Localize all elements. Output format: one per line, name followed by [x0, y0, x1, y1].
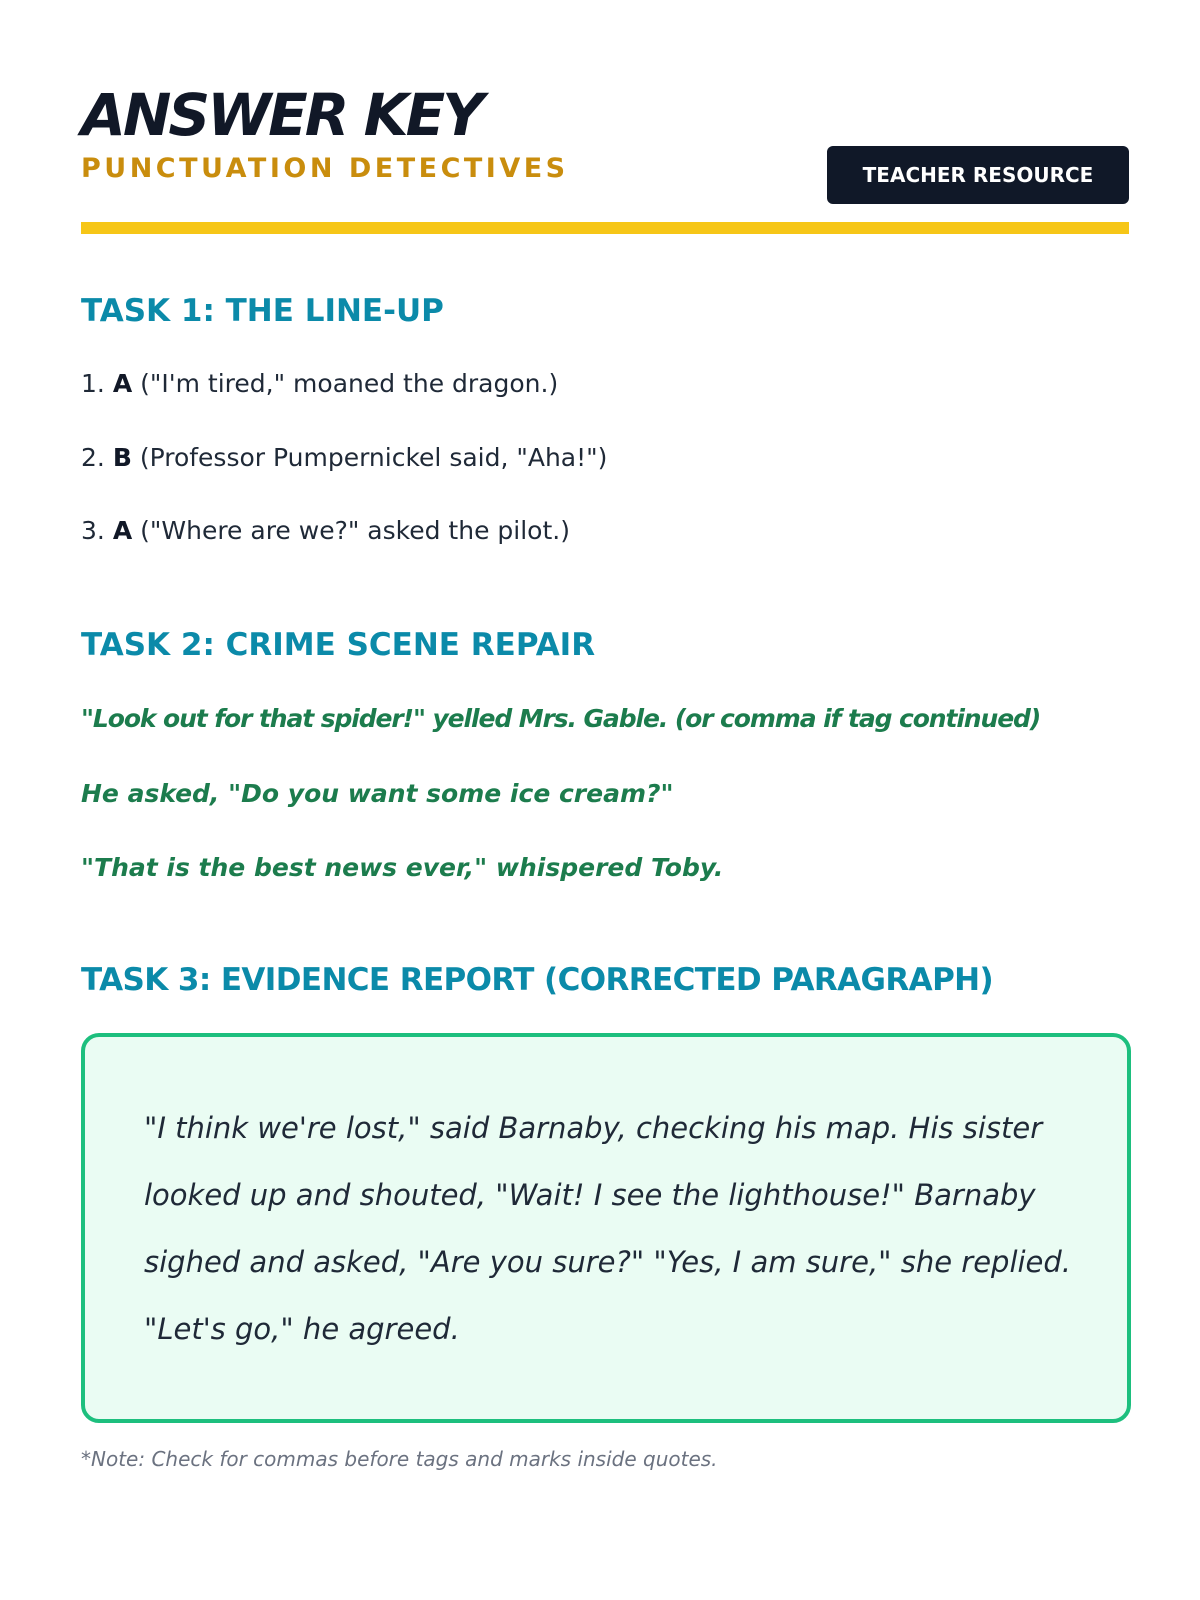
task-2-corrected-sentence-3: "That is the best news ever," whispered Toby. [81, 853, 724, 882]
task-1-answer-3 [81, 514, 570, 548]
teacher-resource-badge: TEACHER RESOURCE [827, 146, 1129, 204]
answer-explanation: (Professor Pumpernickel said, "Aha!") [139, 443, 608, 472]
answer-letter: A [112, 369, 133, 398]
header-divider [81, 222, 1129, 234]
corrected-paragraph: "I think we're lost," said Barnaby, checking his map. His sister looked up and shouted, "Wait! I see the lighthouse!" Barnaby sighed and asked, "Are you sure?" "Yes, I am sure," she replied. "Let's go," he agreed. [144, 1111, 1072, 1346]
page-subtitle: PUNCTUATION DETECTIVES [81, 153, 569, 184]
task-3-heading: TASK 3: EVIDENCE REPORT (CORRECTED PARAGRAPH) [81, 962, 994, 998]
answer-number: 3. [81, 516, 105, 545]
answer-letter: A [112, 516, 133, 545]
task-2-heading: TASK 2: CRIME SCENE REPAIR [81, 627, 596, 663]
answer-explanation: ("I'm tired," moaned the dragon.) [140, 369, 559, 398]
answer-number: 1. [81, 369, 105, 398]
page-title: ANSWER KEY [81, 81, 482, 149]
task-1-answer-2 [81, 441, 607, 475]
answer-number: 2. [81, 443, 105, 472]
answer-letter: B [112, 443, 132, 472]
teacher-note: *Note: Check for commas before tags and marks inside quotes. [81, 1447, 718, 1471]
task-1-heading: TASK 1: THE LINE-UP [81, 293, 444, 329]
evidence-report-box [81, 1033, 1131, 1423]
task-2-corrected-sentence-2: He asked, "Do you want some ice cream?" [81, 779, 674, 808]
task-2-corrected-sentence-1: "Look out for that spider!" yelled Mrs. Gable. (or comma if tag continued) [81, 704, 1041, 733]
task-1-answer-1 [81, 367, 558, 401]
answer-key-page [81, 0, 1129, 1600]
answer-explanation: ("Where are we?" asked the pilot.) [140, 516, 570, 545]
